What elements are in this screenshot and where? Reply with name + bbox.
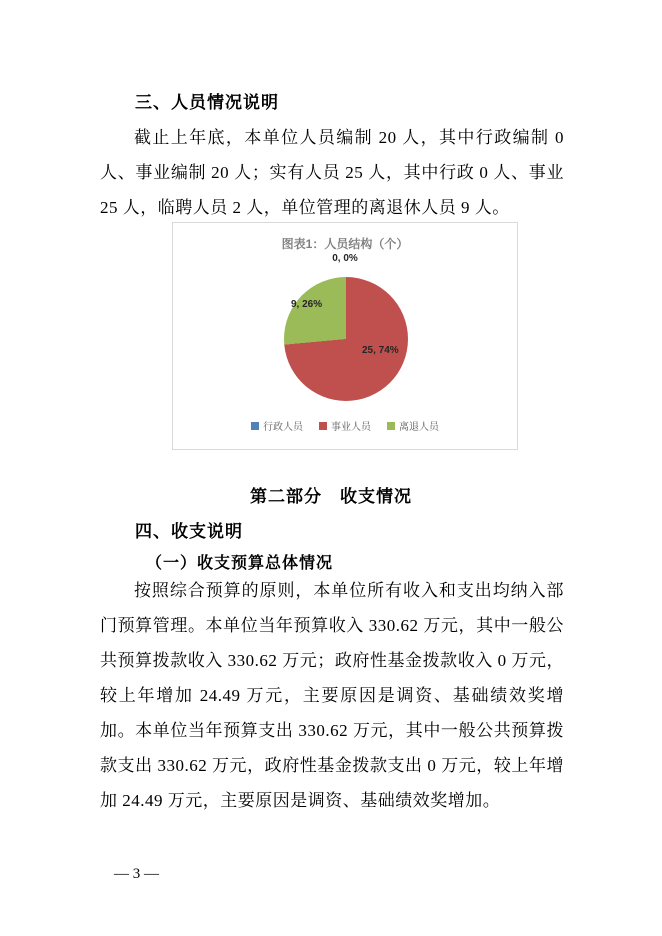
- personnel-paragraph: 截止上年底，本单位人员编制 20 人，其中行政编制 0 人、事业编制 20 人；实有人员 25 人，其中行政 0 人、事业 25 人，临聘人员 2 人，单位管理的离退休人员 9 人。: [100, 128, 564, 217]
- legend-item: [319, 418, 371, 433]
- pie-graphic: [284, 277, 408, 401]
- pie-label-admin-staff: 0, 0%: [332, 253, 358, 264]
- legend-swatch: [387, 422, 395, 430]
- section-heading-budget-explanation: 四、收支说明: [135, 522, 243, 541]
- legend-item: [251, 418, 303, 433]
- budget-paragraph: 按照综合预算的原则，本单位所有收入和支出均纳入部门预算管理。本单位当年预算收入 330.62 万元，其中一般公共预算拨款收入 330.62 万元；政府性基金拨款收入 0 万元，较上年增加 24.49 万元，主要原因是调资、基础绩效奖增加。本单位当年预算支出 330.62 万元，其中一般公共预算拨款支出 330.62 万元，政府性基金拨款支出 0 万元，较上年增加 24.49 万元，主要原因是调资、基础绩效奖增加。: [100, 581, 564, 810]
- legend-label: 行政人员: [263, 422, 303, 433]
- legend-swatch: [251, 422, 259, 430]
- legend-item: [387, 418, 439, 433]
- chart-legend: [173, 418, 517, 433]
- pie-label-public-institution-staff: 25, 74%: [362, 345, 399, 356]
- page-number: — 3 —: [114, 866, 159, 882]
- personnel-pie-chart: [172, 222, 518, 450]
- part2-heading: 第二部分 收支情况: [250, 487, 412, 506]
- legend-label: 离退人员: [399, 422, 439, 433]
- subsection-heading-budget-overview: （一）收支预算总体情况: [146, 555, 334, 572]
- legend-label: 事业人员: [331, 422, 371, 433]
- legend-swatch: [319, 422, 327, 430]
- pie-label-retired-staff: 9, 26%: [291, 299, 323, 310]
- section-heading-personnel: 三、人员情况说明: [135, 93, 279, 112]
- chart-title: 图表1：人员结构（个）: [281, 237, 409, 251]
